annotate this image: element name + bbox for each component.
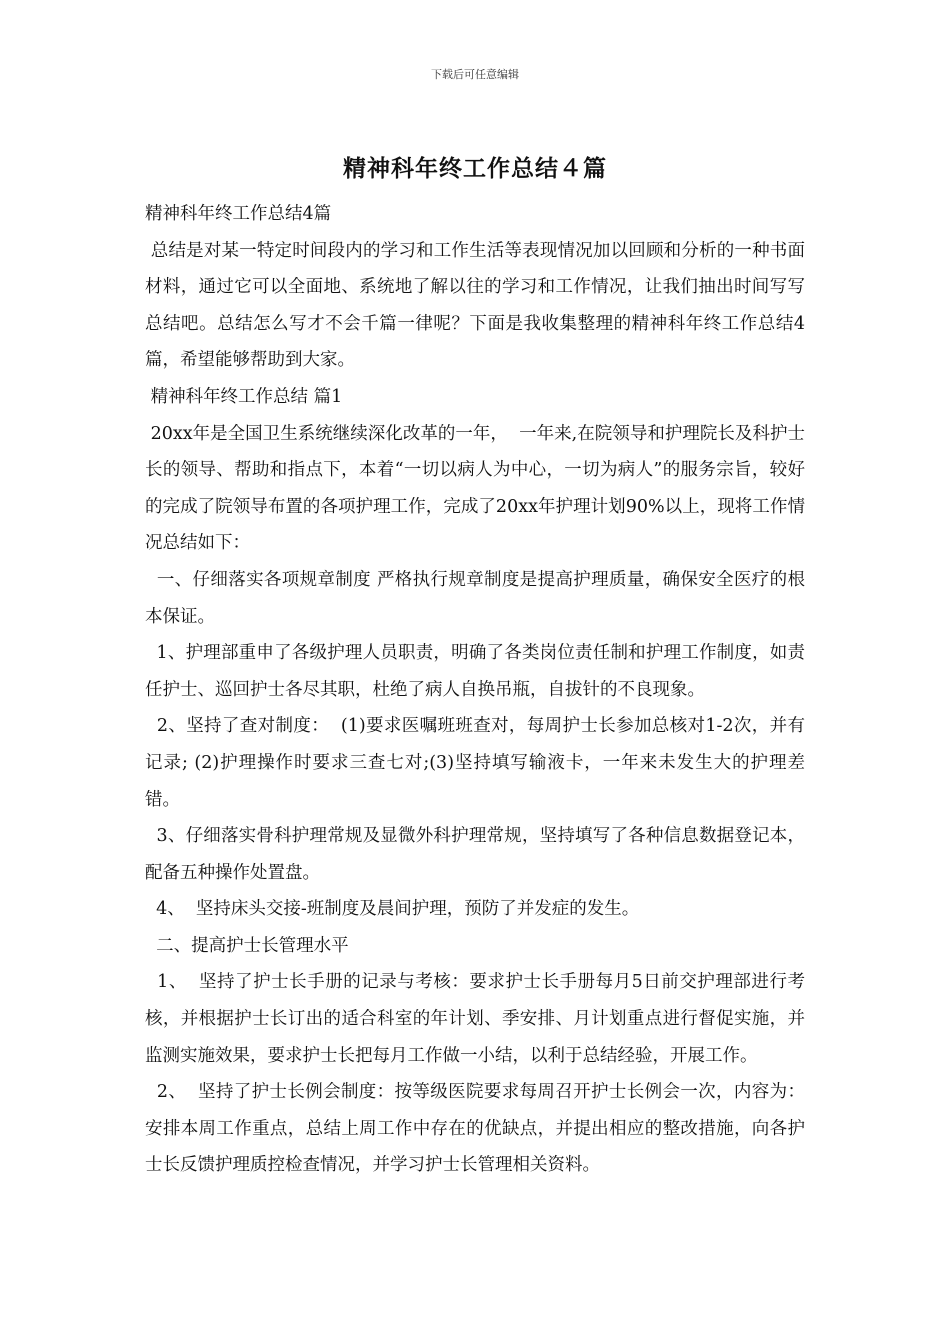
header-note: 下载后可任意编辑 [431, 68, 519, 81]
paragraph: 4、 坚持床头交接-班制度及晨间护理，预防了并发症的发生。 [145, 899, 640, 920]
paragraph: 20xx年是全国卫生系统继续深化改革的一年， 一年来,在院领导和护理院长及科护士长的领导、帮助和指点下，本着“一切以病人为中心，一切为病人”的服务宗旨，较好的完成了院领导布置的各项护理工作，完成了20xx年护理计划90%以上，现将工作情况总结如下： [145, 423, 805, 554]
paragraph: 1、 坚持了护士长手册的记录与考核：要求护士长手册每月5日前交护理部进行考核，并根据护士长订出的适合科室的年计划、季安排、月计划重点进行督促实施，并监测实施效果，要求护士长把每月工作做一小结，以利于总结经验，开展工作。 [145, 972, 805, 1066]
subsection-heading: 二、提高护士长管理水平 [145, 935, 349, 956]
subtitle-line: 精神科年终工作总结4篇 [145, 204, 332, 224]
document-title: 精神科年终工作总结４篇 [343, 155, 607, 182]
document-body [145, 196, 805, 1184]
paragraph: 一、仔细落实各项规章制度 严格执行规章制度是提高护理质量，确保安全医疗的根本保证。 [145, 569, 805, 627]
paragraph: 2、坚持了查对制度： (1)要求医嘱班班查对，每周护士长参加总核对1-2次，并有记录; (2)护理操作时要求三查七对;(3)坚持填写输液卡，一年来未发生大的护理差错。 [145, 716, 805, 810]
paragraph: 1、护理部重申了各级护理人员职责，明确了各类岗位责任制和护理工作制度，如责任护士、巡回护士各尽其职，杜绝了病人自换吊瓶，自拔针的不良现象。 [145, 643, 805, 700]
section-heading: 精神科年终工作总结 篇1 [145, 386, 343, 407]
paragraph: 3、仔细落实骨科护理常规及显微外科护理常规，坚持填写了各种信息数据登记本，配备五种操作处置盘。 [145, 826, 805, 883]
intro-paragraph: 总结是对某一特定时间段内的学习和工作生活等表现情况加以回顾和分析的一种书面材料，通过它可以全面地、系统地了解以往的学习和工作情况，让我们抽出时间写写总结吧。总结怎么写才不会千篇一律呢？下面是我收集整理的精神科年终工作总结4篇，希望能够帮助到大家。 [145, 240, 805, 371]
paragraph: 2、 坚持了护士长例会制度：按等级医院要求每周召开护士长例会一次，内容为：安排本周工作重点，总结上周工作中存在的优缺点，并提出相应的整改措施，向各护士长反馈护理质控检查情况，并学习护士长管理相关资料。 [145, 1082, 805, 1176]
